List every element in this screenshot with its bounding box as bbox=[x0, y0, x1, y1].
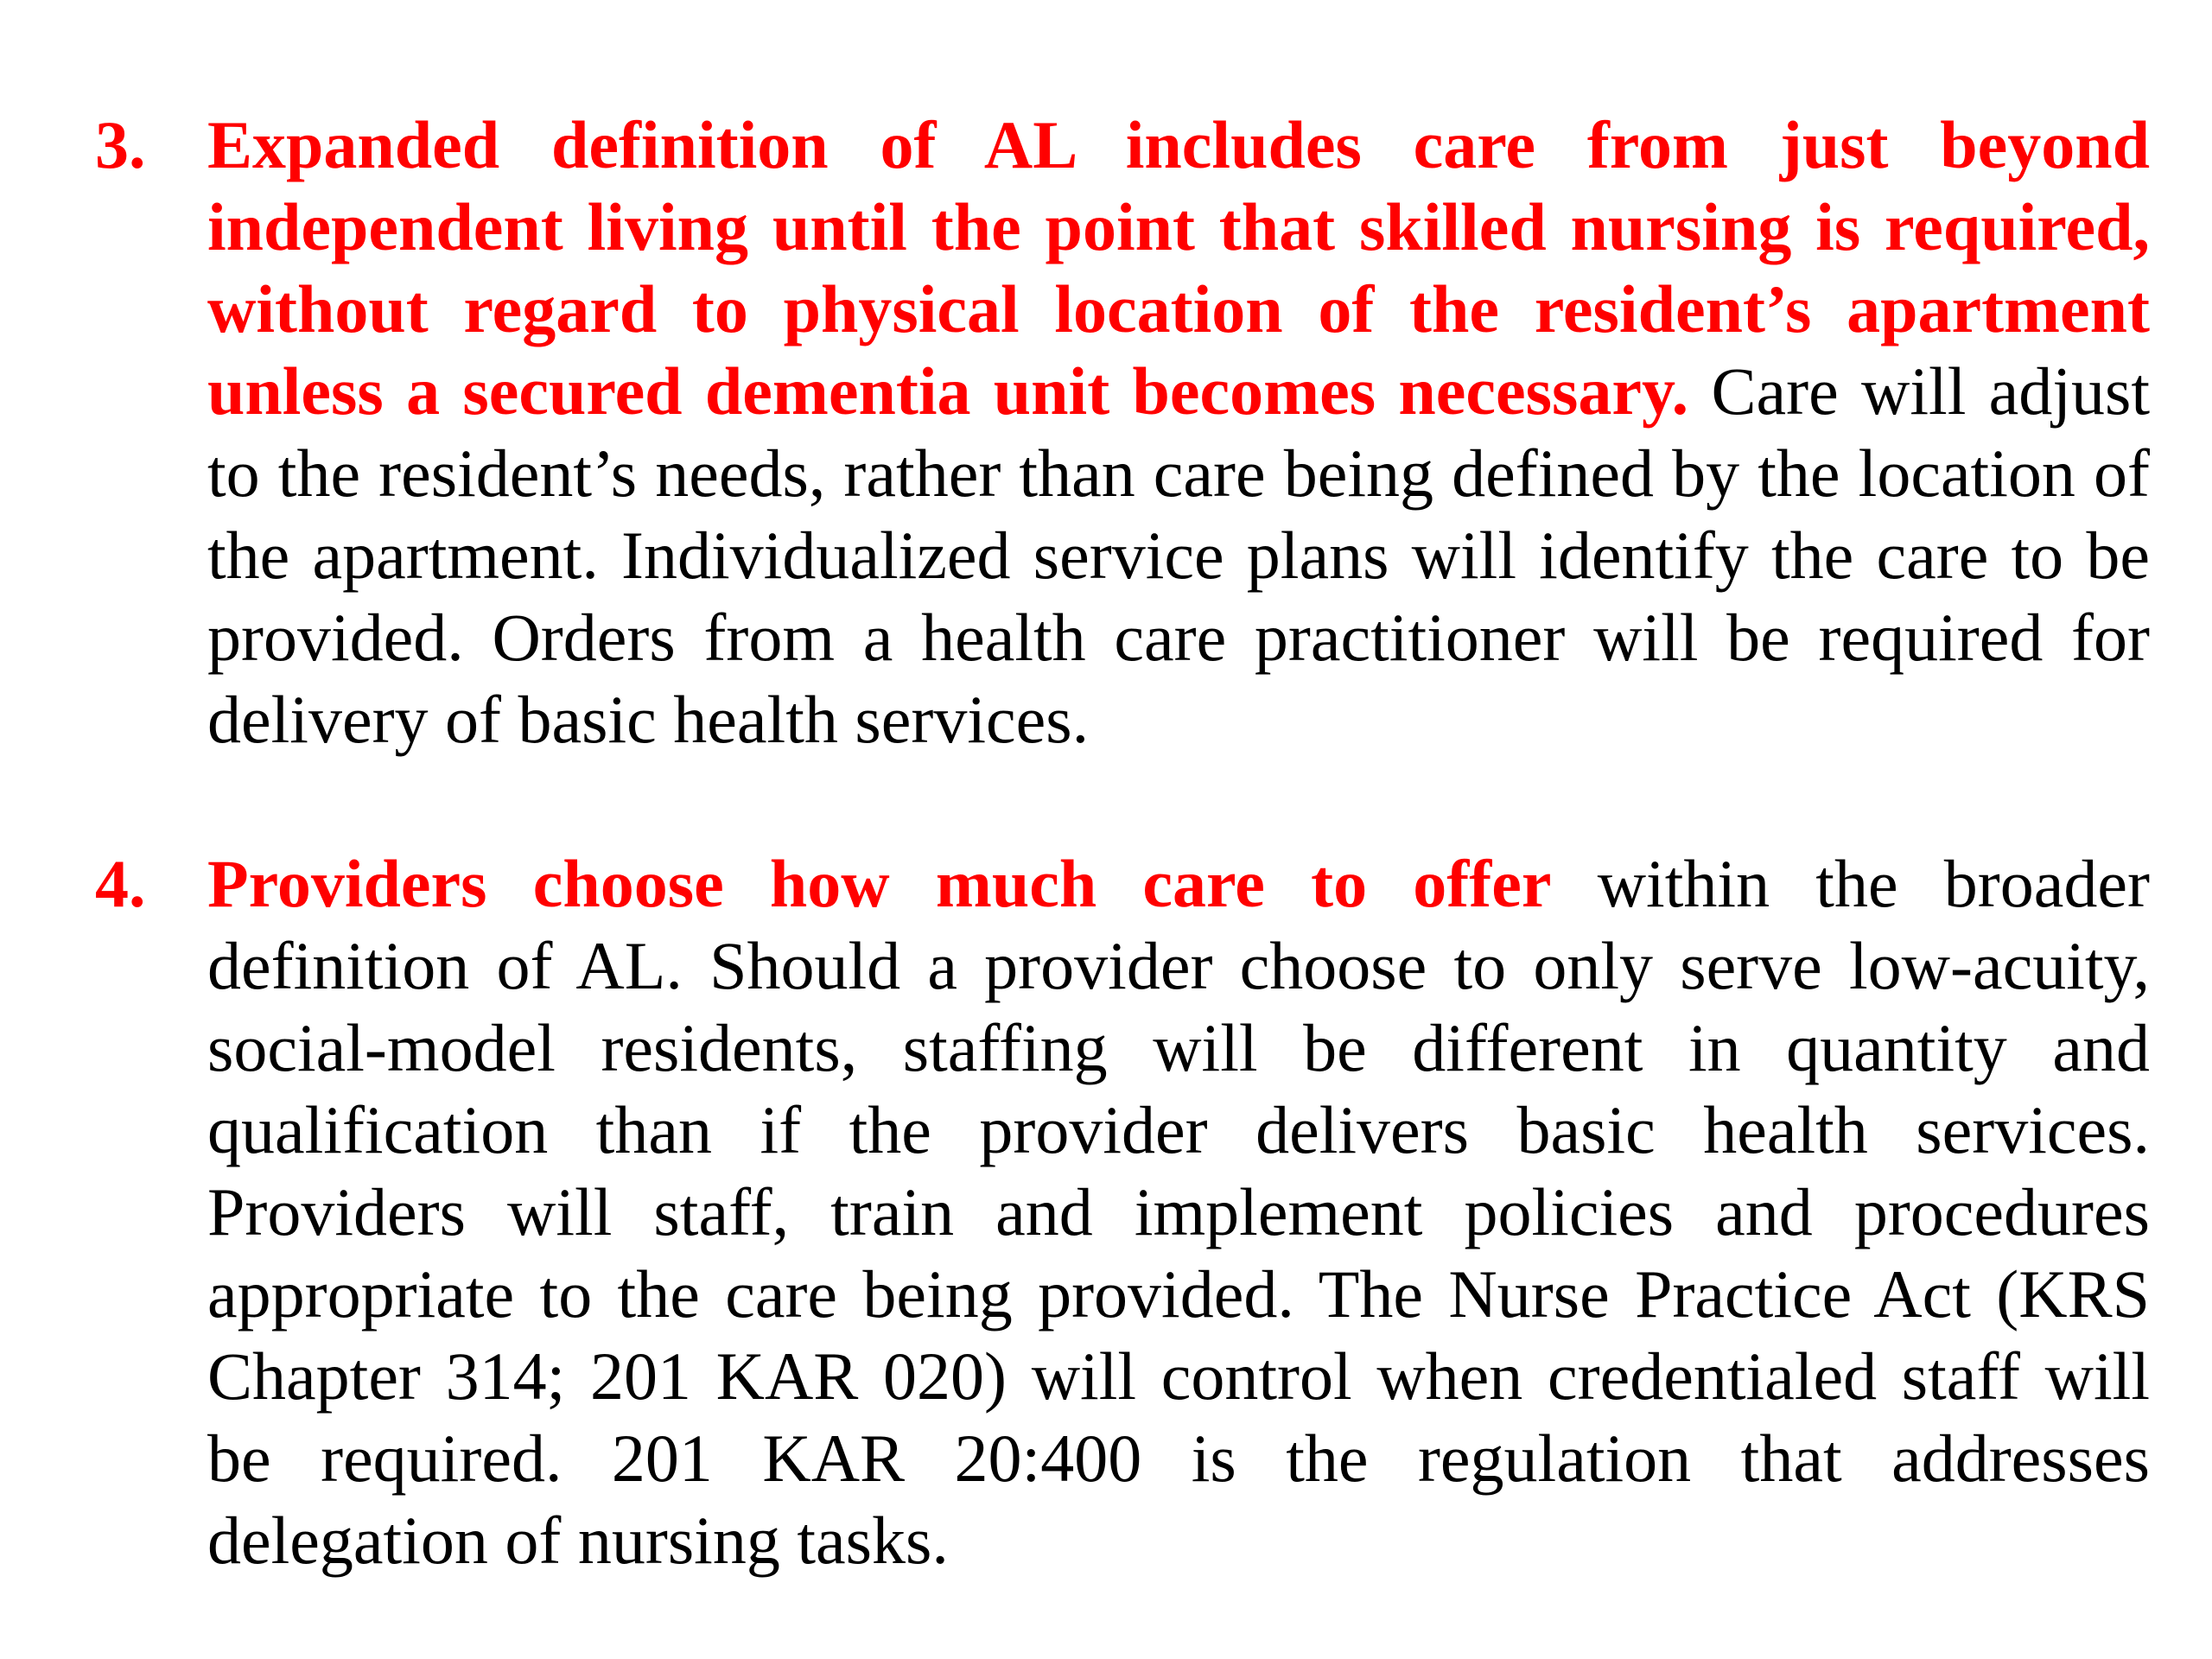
list-item-3 bbox=[95, 104, 2150, 760]
item-number: 4. bbox=[95, 846, 146, 921]
item-paragraph bbox=[207, 842, 2150, 1581]
item-highlight: Providers choose how much care to offer bbox=[207, 846, 1552, 921]
item-highlight: Expanded definition of AL includes care from just beyond independent living until the point that skilled nursing is required, without regard to physical location of the resident’s apartment unless a secured dementia unit becomes necessary. bbox=[207, 107, 2150, 429]
list-item-4 bbox=[95, 842, 2150, 1581]
item-number: 3. bbox=[95, 107, 146, 182]
item-text: Care will adjust to the resident’s needs, rather than care being defined by the location of the apartment. Individualized service plans will identify the care to be provided. Orders from a health care practitioner will be required for delivery of basic health services. bbox=[207, 353, 2150, 757]
item-text: within the broader definition of AL. Should a provider choose to only serve low-acuity, social-model residents, staffing will be different in quantity and qualification than if the provider delivers basic health services. Providers will staff, train and implement policies and procedures appropriate to the care being provided. The Nurse Practice Act (KRS Chapter 314; 201 KAR 020) will control when credentialed staff will be required. 201 KAR 20:400 is the regulation that addresses delegation of nursing tasks. bbox=[207, 846, 2150, 1578]
item-paragraph bbox=[207, 104, 2150, 760]
